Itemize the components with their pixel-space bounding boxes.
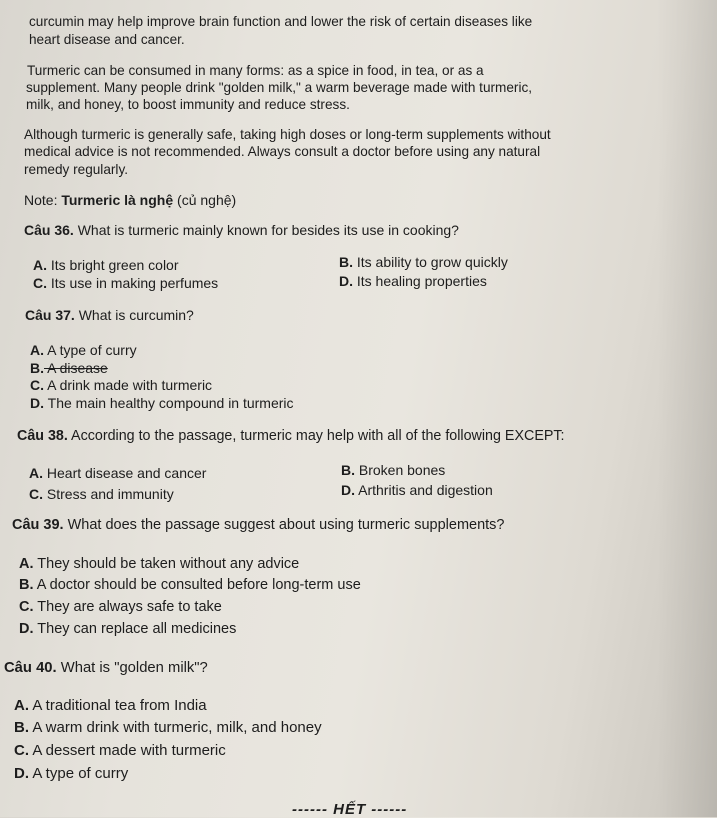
- question-text: What is "golden milk"?: [56, 660, 208, 676]
- option-letter: B.: [14, 719, 29, 736]
- question-label: Câu 38.: [17, 428, 68, 444]
- option-text: The main healthy compound in turmeric: [44, 395, 294, 411]
- option-36-c[interactable]: [33, 275, 218, 291]
- option-text: A doctor should be consulted before long-term use: [33, 577, 361, 593]
- option-letter: C.: [19, 599, 34, 615]
- question-text: What is turmeric mainly known for besides its use in cooking?: [73, 222, 459, 238]
- question-text: According to the passage, turmeric may help with all of the following EXCEPT:: [67, 428, 565, 444]
- option-37-b[interactable]: [30, 360, 108, 376]
- passage-line: remedy regularly.: [24, 162, 129, 177]
- option-36-b[interactable]: [339, 254, 508, 270]
- note-term: Turmeric là nghệ: [61, 192, 174, 208]
- passage-line: milk, and honey, to boost immunity and reduce stress.: [26, 97, 350, 112]
- option-text: A drink made with turmeric: [44, 377, 213, 393]
- option-letter: B.: [19, 577, 34, 593]
- option-letter: A.: [19, 556, 34, 572]
- option-37-a[interactable]: [30, 342, 137, 358]
- question-38: [17, 428, 565, 444]
- option-letter: B.: [341, 462, 355, 478]
- option-36-d[interactable]: [339, 273, 487, 289]
- question-label: Câu 40.: [4, 660, 57, 676]
- option-text: Its use in making perfumes: [47, 275, 219, 291]
- option-39-d[interactable]: [19, 621, 236, 637]
- question-label: Câu 37.: [25, 307, 75, 323]
- passage-line: medical advice is not recommended. Always consult a doctor before using any natural: [24, 144, 541, 159]
- question-label: Câu 39.: [12, 517, 64, 533]
- option-text: Its bright green color: [47, 257, 179, 273]
- option-39-c[interactable]: [19, 599, 222, 615]
- option-letter: D.: [341, 482, 355, 498]
- option-text: Its ability to grow quickly: [353, 254, 508, 270]
- option-letter: A.: [30, 342, 44, 358]
- vocabulary-note: [24, 192, 236, 208]
- question-label: Câu 36.: [24, 222, 74, 238]
- note-label: Note:: [24, 192, 62, 208]
- end-marker: ------ HẾT ------: [292, 801, 408, 818]
- option-37-c[interactable]: [30, 377, 212, 393]
- option-text: They can replace all medicines: [33, 621, 237, 637]
- option-text: Stress and immunity: [43, 486, 174, 502]
- option-text: They should be taken without any advice: [33, 556, 300, 572]
- passage-line: curcumin may help improve brain function and lower the risk of certain diseases like: [29, 14, 533, 29]
- option-text: A warm drink with turmeric, milk, and honey: [29, 719, 322, 736]
- page-shadow: [657, 0, 717, 817]
- option-letter: A.: [14, 697, 29, 714]
- option-letter: D.: [30, 395, 44, 411]
- option-text: A traditional tea from India: [29, 697, 207, 714]
- option-40-b[interactable]: [14, 719, 322, 736]
- option-letter: A.: [33, 257, 47, 273]
- passage-line: heart disease and cancer.: [29, 32, 185, 47]
- question-39: [12, 517, 505, 533]
- question-text: What is curcumin?: [74, 307, 194, 323]
- option-38-b[interactable]: [341, 462, 445, 478]
- option-letter: C.: [33, 275, 47, 291]
- option-38-a[interactable]: [29, 465, 206, 481]
- note-rest: (củ nghệ): [173, 192, 237, 208]
- option-37-d[interactable]: [30, 395, 294, 411]
- option-40-c[interactable]: [14, 742, 226, 759]
- option-letter: B.: [339, 254, 353, 270]
- option-40-d[interactable]: [14, 765, 128, 782]
- option-letter: C.: [14, 742, 29, 759]
- option-text: A type of curry: [44, 342, 137, 358]
- question-40: [4, 660, 208, 676]
- option-text: A dessert made with turmeric: [29, 742, 226, 759]
- passage-line: Turmeric can be consumed in many forms: as a spice in food, in tea, or as a: [27, 63, 484, 78]
- option-38-d[interactable]: [341, 482, 493, 498]
- option-text: They are always safe to take: [33, 599, 222, 615]
- question-36: [24, 222, 459, 238]
- passage-line: supplement. Many people drink "golden milk," a warm beverage made with turmeric,: [26, 80, 533, 95]
- passage-line: Although turmeric is generally safe, taking high doses or long-term supplements without: [24, 127, 551, 142]
- option-letter: C.: [29, 486, 43, 502]
- question-text: What does the passage suggest about using turmeric supplements?: [63, 517, 505, 533]
- question-37: [25, 307, 194, 323]
- option-text: Broken bones: [355, 462, 446, 478]
- option-letter: B.: [30, 360, 44, 376]
- option-text: A type of curry: [29, 765, 129, 782]
- option-letter: D.: [19, 621, 34, 637]
- option-text: Its healing properties: [353, 273, 487, 289]
- option-39-a[interactable]: [19, 556, 299, 572]
- option-36-a[interactable]: [33, 257, 179, 273]
- option-text: Arthritis and digestion: [355, 482, 493, 498]
- option-text: Heart disease and cancer: [43, 465, 207, 481]
- option-text: A disease: [44, 360, 108, 376]
- option-letter: D.: [14, 765, 29, 782]
- option-letter: C.: [30, 377, 44, 393]
- option-letter: A.: [29, 465, 43, 481]
- option-39-b[interactable]: [19, 577, 361, 593]
- option-letter: D.: [339, 273, 353, 289]
- option-38-c[interactable]: [29, 486, 174, 502]
- option-40-a[interactable]: [14, 697, 207, 714]
